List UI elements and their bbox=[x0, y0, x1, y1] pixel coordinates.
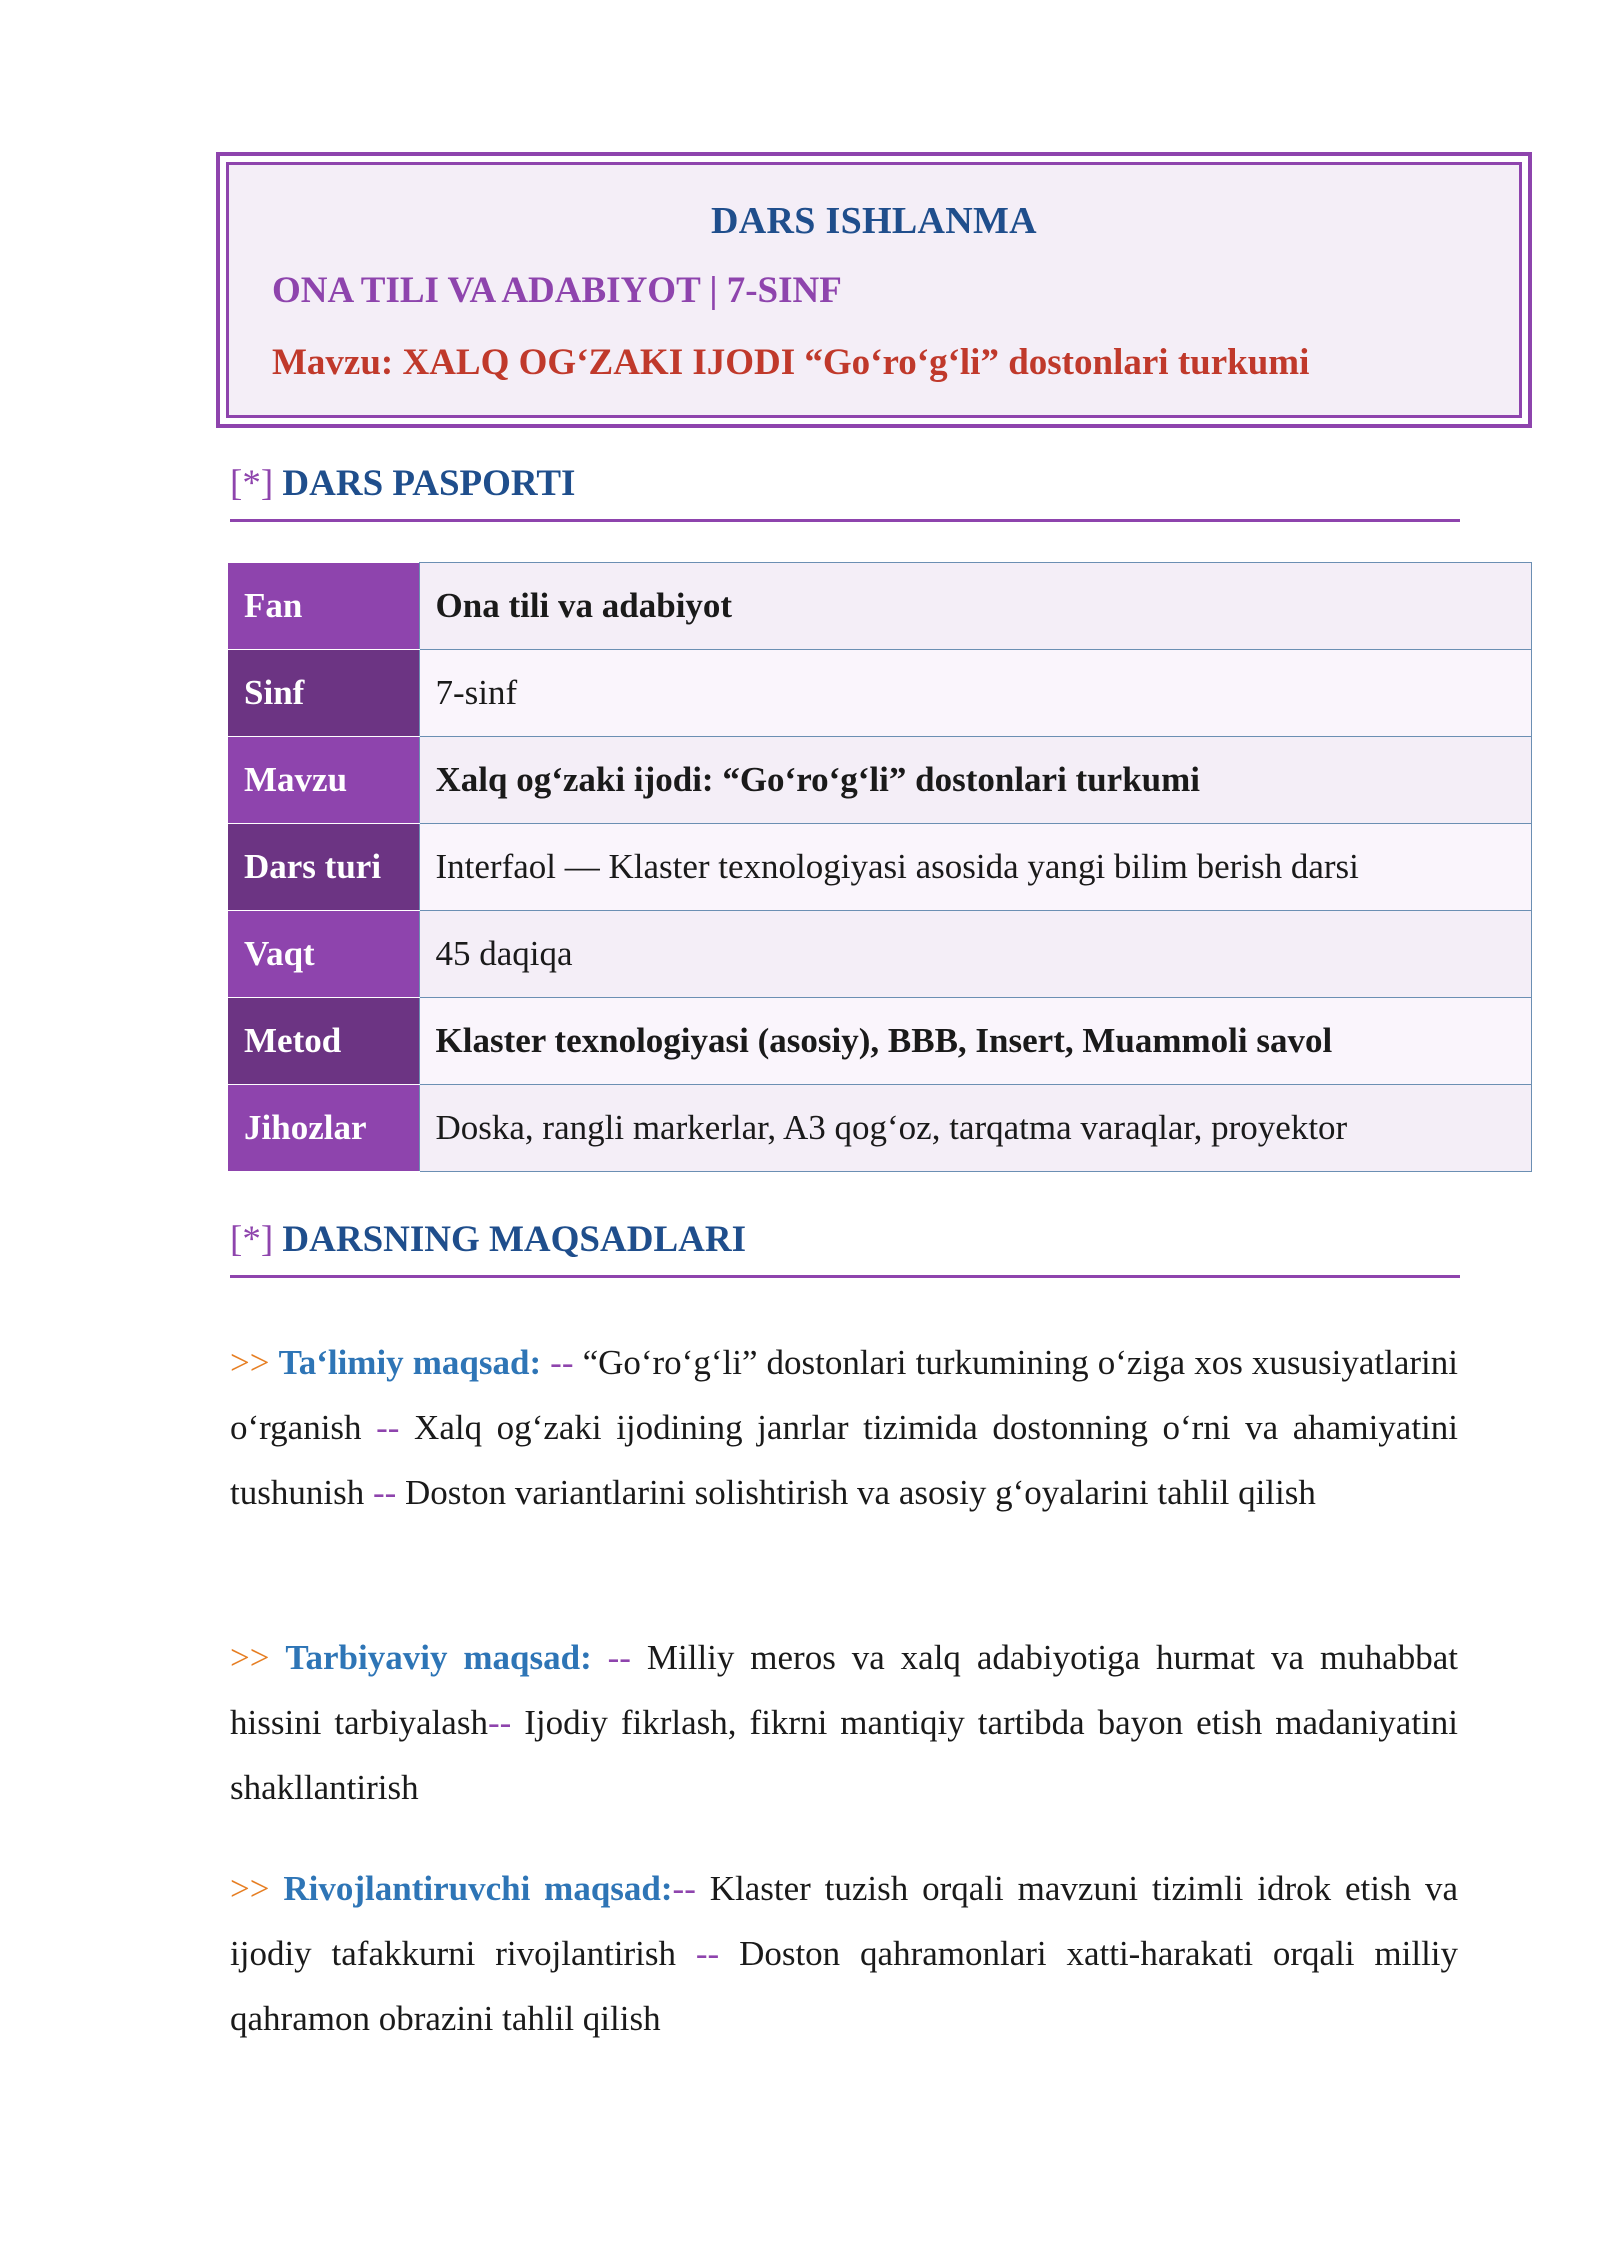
table-row bbox=[228, 563, 1532, 650]
goal-text: Ijodiy fikrlash, fikrni mantiqiy tartibda bayon etish madaniyatini shakllantirish bbox=[230, 1703, 1458, 1807]
header-box bbox=[216, 152, 1532, 428]
section-marker: [*] bbox=[230, 463, 274, 504]
row-label: Mavzu bbox=[228, 737, 419, 824]
topic-line: Mavzu: XALQ OG‘ZAKI IJODI “Go‘ro‘g‘li” dostonlari turkumi bbox=[272, 342, 1310, 383]
goal-text: “Go‘ro‘g‘li” dostonlari turkumining o‘ziga xos xususiyatlarini o‘rganish bbox=[230, 1343, 1459, 1447]
goal-developmental bbox=[230, 1856, 1458, 2051]
row-label: Dars turi bbox=[228, 824, 419, 911]
row-value: 7-sinf bbox=[419, 650, 1532, 737]
document-title: DARS ISHLANMA bbox=[711, 200, 1037, 242]
goal-text: Klaster tuzish orqali mavzuni tizimli idrok etish va ijodiy tafakkurni rivojlantirish bbox=[230, 1869, 1459, 1973]
row-value: Klaster texnologiyasi (asosiy), BBB, Insert, Muammoli savol bbox=[419, 998, 1532, 1085]
row-label: Jihozlar bbox=[228, 1085, 419, 1172]
table-row bbox=[228, 824, 1532, 911]
goal-title: Tarbiyaviy maqsad: bbox=[285, 1638, 592, 1677]
table-row bbox=[228, 911, 1532, 998]
table-row bbox=[228, 650, 1532, 737]
goal-arrow: >> bbox=[230, 1869, 270, 1908]
goal-separator: -- bbox=[361, 1408, 415, 1447]
row-value: Interfaol — Klaster texnologiyasi asosida yangi bilim berish darsi bbox=[419, 824, 1532, 911]
goal-separator: -- bbox=[541, 1343, 583, 1382]
goal-text: Doston qahramonlari xatti-harakati orqali milliy qahramon obrazini tahlil qilish bbox=[230, 1934, 1459, 2038]
row-label: Vaqt bbox=[228, 911, 419, 998]
goal-text: Doston variantlarini solishtirish va asosiy g‘oyalarini tahlil qilish bbox=[405, 1473, 1316, 1512]
section-heading-passport bbox=[230, 462, 1460, 522]
subject-line: ONA TILI VA ADABIYOT | 7-SINF bbox=[272, 270, 842, 311]
row-value: Ona tili va adabiyot bbox=[419, 563, 1532, 650]
passport-table bbox=[228, 562, 1532, 1172]
row-value: 45 daqiqa bbox=[419, 911, 1532, 998]
goal-separator: -- bbox=[672, 1869, 710, 1908]
row-label: Sinf bbox=[228, 650, 419, 737]
goal-separator: -- bbox=[676, 1934, 740, 1973]
goal-upbringing bbox=[230, 1625, 1458, 1820]
goal-arrow: >> bbox=[230, 1343, 270, 1382]
goal-text: Milliy meros va xalq adabiyotiga hurmat va muhabbat hissini tarbiyalash bbox=[230, 1638, 1459, 1742]
goal-arrow: >> bbox=[230, 1638, 270, 1677]
row-label: Fan bbox=[228, 563, 419, 650]
row-label: Metod bbox=[228, 998, 419, 1085]
row-value: Doska, rangli markerlar, A3 qog‘oz, tarqatma varaqlar, proyektor bbox=[419, 1085, 1532, 1172]
goal-separator: -- bbox=[591, 1638, 647, 1677]
table-row bbox=[228, 998, 1532, 1085]
goal-text: Xalq og‘zaki ijodining janrlar tizimida dostonning o‘rni va ahamiyatini tushunish bbox=[230, 1408, 1458, 1512]
table-row bbox=[228, 1085, 1532, 1172]
section-heading-goals bbox=[230, 1218, 1460, 1278]
goal-separator: -- bbox=[487, 1703, 525, 1742]
goal-educational bbox=[230, 1330, 1458, 1525]
goal-title: Rivojlantiruvchi maqsad: bbox=[283, 1869, 673, 1908]
header-inner bbox=[226, 162, 1522, 418]
section-title: DARS PASPORTI bbox=[282, 463, 576, 504]
section-marker: [*] bbox=[230, 1219, 274, 1260]
goal-title: Ta‘limiy maqsad: bbox=[278, 1343, 542, 1382]
row-value: Xalq og‘zaki ijodi: “Go‘ro‘g‘li” dostonlari turkumi bbox=[419, 737, 1532, 824]
goal-separator: -- bbox=[364, 1473, 406, 1512]
table-row bbox=[228, 737, 1532, 824]
section-title: DARSNING MAQSADLARI bbox=[282, 1219, 746, 1260]
